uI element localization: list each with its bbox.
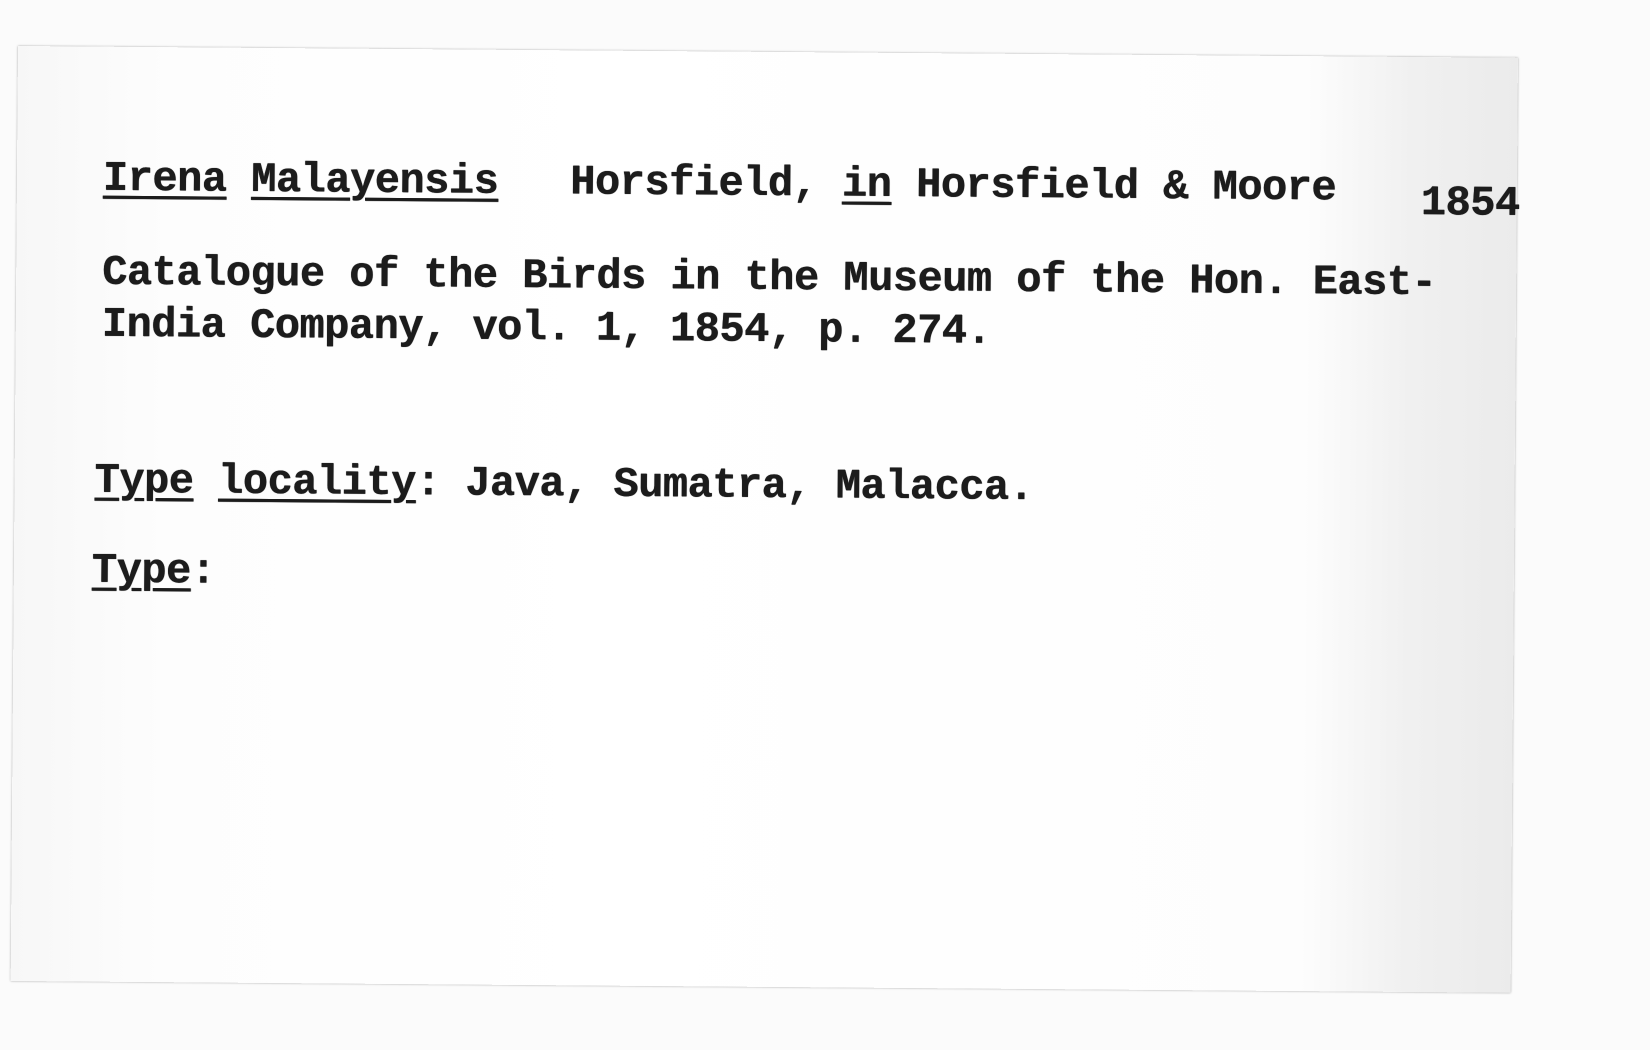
- index-card: [11, 46, 1518, 993]
- type-colon: :: [190, 547, 216, 596]
- type-locality-line: [94, 457, 1033, 512]
- reference-line-1: Catalogue of the Birds in the Museum of the Hon. East-: [102, 248, 1437, 308]
- author-suffix: Horsfield & Moore: [915, 161, 1337, 213]
- in-word: in: [841, 160, 892, 209]
- species-name: Malayensis: [251, 155, 499, 206]
- genus-name: Irena: [102, 154, 227, 204]
- taxon-line: [103, 155, 1337, 213]
- type-line: [92, 547, 216, 596]
- type-locality-label-locality: locality: [217, 457, 416, 508]
- reference-citation: [102, 247, 1437, 361]
- type-locality-label-type: Type: [94, 456, 194, 506]
- type-locality-value: Java, Sumatra, Malacca.: [465, 459, 1034, 512]
- type-label: Type: [91, 546, 191, 596]
- publication-year: 1854: [1420, 179, 1520, 228]
- reference-line-2: India Company, vol. 1, 1854, p. 274.: [101, 300, 992, 356]
- type-locality-colon: :: [415, 459, 441, 508]
- author-prefix: Horsfield,: [570, 158, 818, 209]
